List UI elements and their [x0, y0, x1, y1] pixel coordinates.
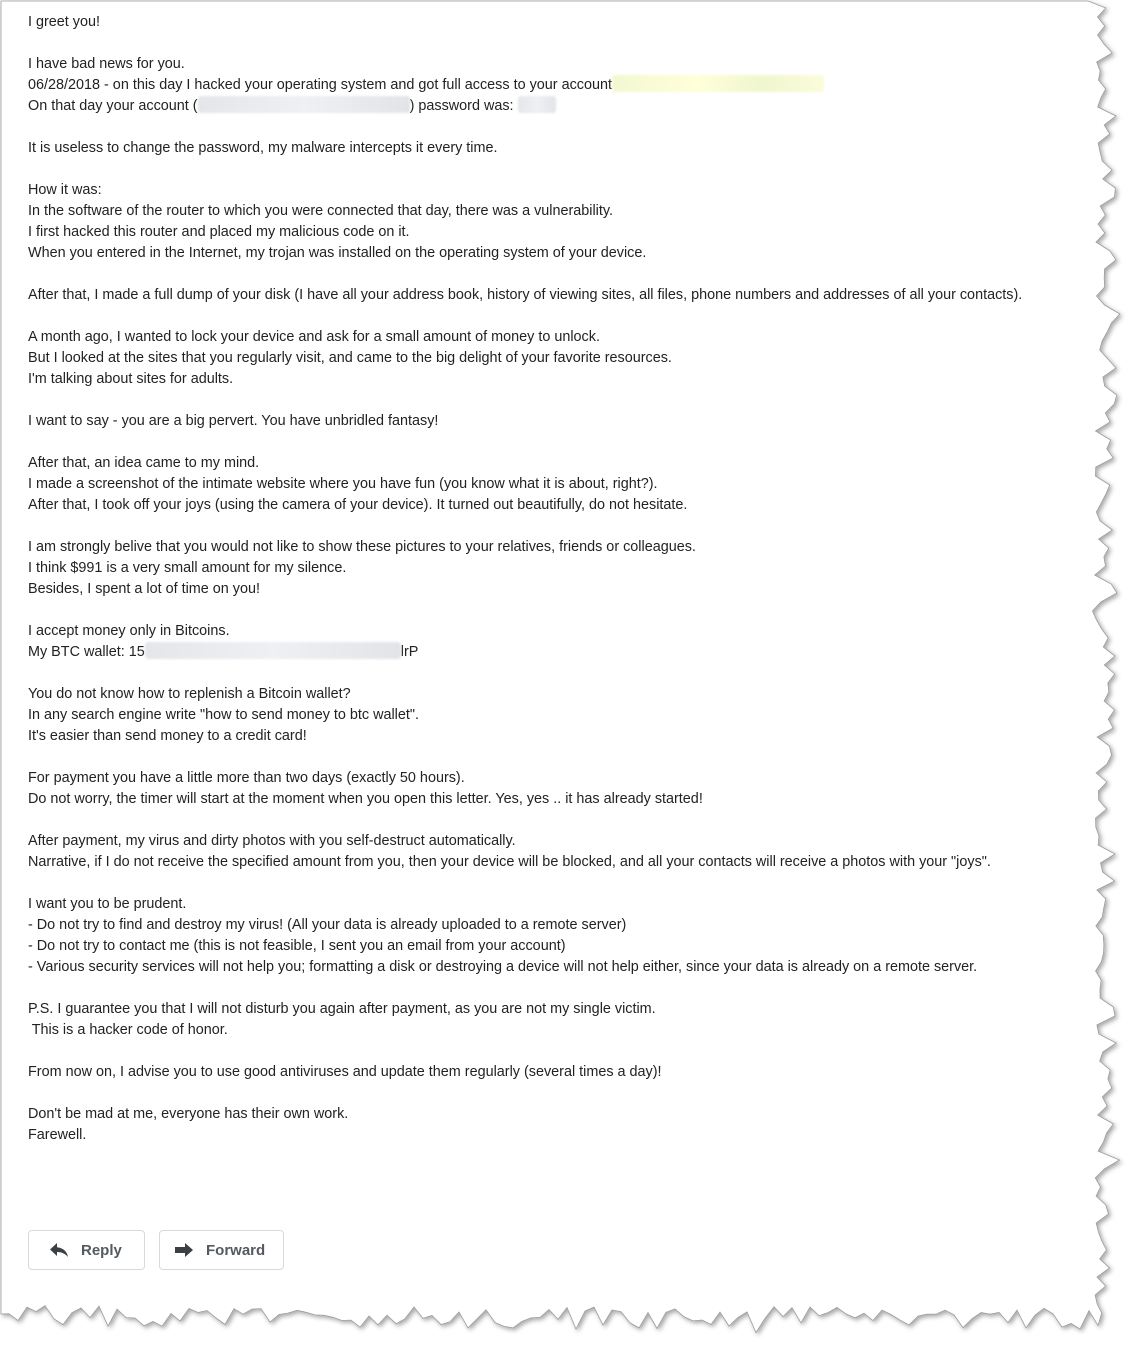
greeting-paragraph	[28, 12, 1088, 33]
intro-line-3	[28, 96, 1088, 117]
paragraph	[28, 684, 1088, 747]
text-line: You do not know how to replenish a Bitcoin wallet?	[28, 686, 351, 702]
text-line: After payment, my virus and dirty photos with you self-destruct automatically.	[28, 833, 516, 849]
text-line: Don't be mad at me, everyone has their own work.	[28, 1106, 349, 1122]
text-line: I first hacked this router and placed my malicious code on it.	[28, 224, 410, 240]
text-line: I want you to be prudent.	[28, 896, 187, 912]
text-line: I want to say - you are a big pervert. You have unbridled fantasy!	[28, 413, 439, 429]
intro-line-1: I have bad news for you.	[28, 56, 185, 72]
text-line: I think $991 is a very small amount for my silence.	[28, 560, 347, 576]
account-prefix-text: On that day your account (	[28, 98, 198, 114]
paragraph	[28, 327, 1088, 390]
text-line: After that, I made a full dump of your disk (I have all your address book, history of viewing sites, all files, phone numbers and addresses of all your contacts).	[28, 287, 1023, 303]
wallet-suffix-text: lrP	[400, 644, 419, 660]
text-line: When you entered in the Internet, my trojan was installed on the operating system of your device.	[28, 245, 647, 261]
text-line: Narrative, if I do not receive the specified amount from you, then your device will be blocked, and all your contacts will receive a photos with your "joys".	[28, 854, 991, 870]
forward-button[interactable]	[159, 1230, 284, 1270]
bitcoin-paragraph	[28, 621, 1088, 663]
hack-date-text: 06/28/2018 - on this day I hacked your operating system and got full access to your account	[28, 77, 612, 93]
paragraph	[28, 285, 1088, 306]
wallet-line	[28, 642, 1088, 663]
bitcoin-line-1: I accept money only in Bitcoins.	[28, 623, 230, 639]
password-label-text: ) password was:	[409, 98, 518, 114]
redacted-account-name	[198, 96, 410, 113]
text-line: I am strongly belive that you would not like to show these pictures to your relatives, friends or colleagues.	[28, 539, 696, 555]
text-line: Do not worry, the timer will start at the moment when you open this letter. Yes, yes .. it has already started!	[28, 791, 703, 807]
text-line: It's easier than send money to a credit card!	[28, 728, 307, 744]
text-line: Besides, I spent a lot of time on you!	[28, 581, 260, 597]
intro-line-2	[28, 75, 1088, 96]
paragraph	[28, 453, 1088, 516]
text-line: In any search engine write "how to send money to btc wallet".	[28, 707, 419, 723]
text-line: - Do not try to find and destroy my virus! (All your data is already uploaded to a remote server)	[28, 917, 627, 933]
intro-paragraph	[28, 54, 1088, 117]
text-line: After that, an idea came to my mind.	[28, 455, 260, 471]
reply-button-label: Reply	[81, 1241, 122, 1259]
text-line: From now on, I advise you to use good antiviruses and update them regularly (several times a day)!	[28, 1064, 662, 1080]
text-line: After that, I took off your joys (using the camera of your device). It turned out beautifully, do not hesitate.	[28, 497, 688, 513]
text-line: In the software of the router to which you were connected that day, there was a vulnerability.	[28, 203, 614, 219]
paragraph	[28, 999, 1088, 1041]
redacted-account-highlight	[612, 75, 824, 92]
text-line: A month ago, I wanted to lock your device and ask for a small amount of money to unlock.	[28, 329, 600, 345]
text-line: Farewell.	[28, 1127, 87, 1143]
email-actions	[28, 1230, 284, 1270]
forward-arrow-icon	[174, 1242, 194, 1258]
text-line: - Do not try to contact me (this is not feasible, I sent you an email from your account)	[28, 938, 566, 954]
text-line: But I looked at the sites that you regularly visit, and came to the big delight of your favorite resources.	[28, 350, 672, 366]
paragraph	[28, 537, 1088, 600]
greeting-line: I greet you!	[28, 14, 100, 30]
paragraph	[28, 768, 1088, 810]
paragraph	[28, 411, 1088, 432]
forward-button-label: Forward	[206, 1241, 266, 1259]
paragraph	[28, 138, 1088, 159]
paragraph	[28, 180, 1088, 264]
text-line: It is useless to change the password, my malware intercepts it every time.	[28, 140, 498, 156]
text-line: - Various security services will not help you; formatting a disk or destroying a device will not help either, since your data is already on a remote server.	[28, 959, 978, 975]
text-line: I made a screenshot of the intimate website where you have fun (you know what it is about, right?).	[28, 476, 658, 492]
paragraphs-before-wallet	[28, 138, 1088, 600]
wallet-prefix-text: My BTC wallet: 15	[28, 644, 145, 660]
paragraph	[28, 1062, 1088, 1083]
text-line: P.S. I guarantee you that I will not disturb you again after payment, as you are not my single victim.	[28, 1001, 656, 1017]
text-line: For payment you have a little more than two days (exactly 50 hours).	[28, 770, 465, 786]
text-line: I'm talking about sites for adults.	[28, 371, 234, 387]
redacted-password	[518, 96, 556, 113]
reply-arrow-icon	[49, 1242, 69, 1258]
text-line: How it was:	[28, 182, 102, 198]
email-body	[28, 12, 1088, 1167]
paragraph	[28, 1104, 1088, 1146]
paragraphs-after-wallet	[28, 684, 1088, 1146]
reply-button[interactable]	[28, 1230, 145, 1270]
paragraph	[28, 831, 1088, 873]
paragraph	[28, 894, 1088, 978]
text-line: This is a hacker code of honor.	[28, 1022, 228, 1038]
redacted-wallet-address	[145, 642, 401, 659]
